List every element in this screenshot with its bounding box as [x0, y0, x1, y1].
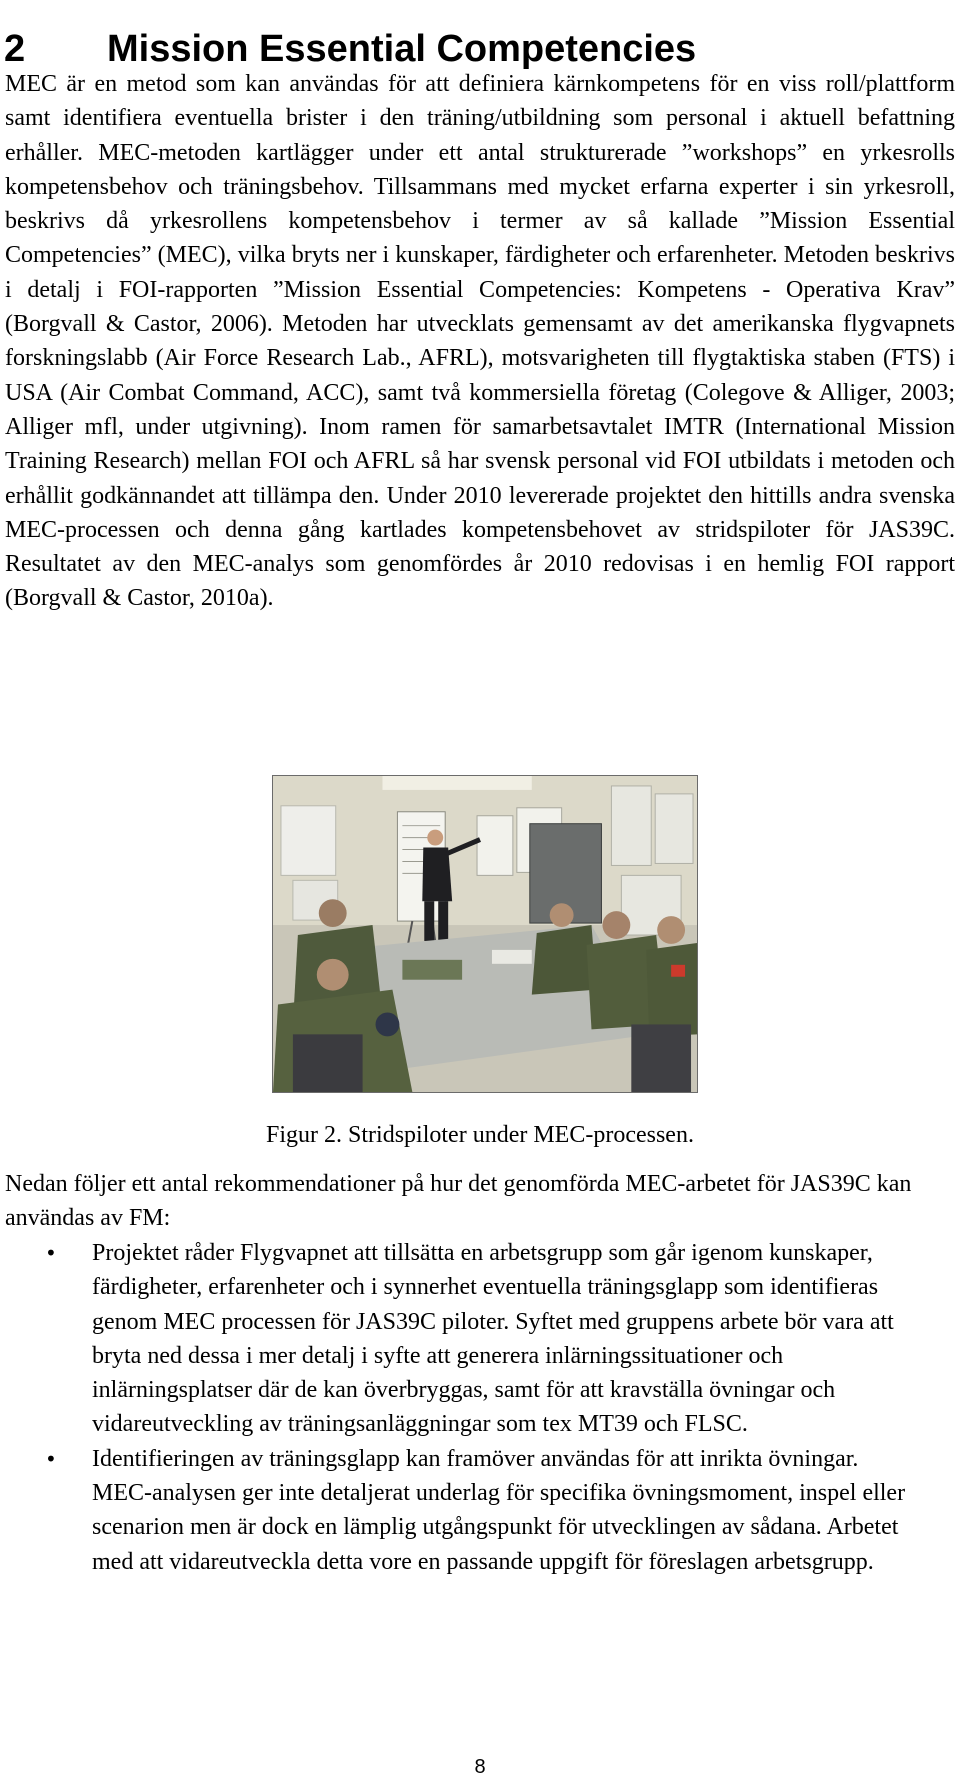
intro-paragraph: MEC är en metod som kan användas för att definiera kärnkompetens för en viss roll/plattform samt identifiera eventuella brister i den träning/utbildning som personal i aktuell befattning erhåller. MEC-metoden kartlägger under ett antal strukturerade ”workshops” en yrkesrolls kompetensbehov och träningsbehov. Tillsammans med mycket erfarna experter i sin yrkesroll, beskrivs då yrkesrollens kompetensbehov i termer av så kallade ”Mission Essential Competencies” (MEC), vilka bryts ner i kunskaper, färdigheter och erfarenheter. Metoden beskrivs i detalj i FOI-rapporten ”Mission Essential Competencies: Kompetens - Operativa Krav” (Borgvall & Castor, 2006). Metoden har utvecklats gemensamt av det amerikanska flygvapnets forskningslabb (Air Force Research Lab., AFRL), motsvarigheten till flygtaktiska staben (FTS) i USA (Air Combat Command, ACC), samt två kommersiella företag (Colegove & Alliger, 2003; Alliger mfl, under utgivning). Inom ramen för samarbetsavtalet IMTR (International Mission Training Research) mellan FOI och AFRL så har svensk personal vid FOI utbildats i metoden och erhållit godkännandet att tillämpa den. Under 2010 levererade projektet den hittills andra svenska MEC-processen och denna gång kartlades kompetensbehovet av stridspiloter för JAS39C. Resultatet av den MEC-analys som genomfördes år 2010 redovisas i en hemlig FOI rapport (Borgvall & Castor, 2010a).: [5, 71, 955, 612]
bullet-icon: •: [45, 1241, 57, 1265]
list-item: [0, 1236, 912, 1442]
recommendation-list: [0, 1236, 960, 1579]
figure-photo: [272, 775, 698, 1093]
list-item-text: Identifieringen av träningsglapp kan framöver användas för att inrikta övningar. MEC-analysen ger inte detaljerat underlag för specifika övningsmoment, inspel eller scenarion men är dock en lämplig utgångspunkt för utvecklingen av sådana. Arbetet med att vidareutveckla detta vore en passande uppgift för föreslagen arbetsgrupp.: [92, 1445, 906, 1575]
section-number: 2: [4, 28, 26, 71]
section-title: Mission Essential Competencies: [107, 28, 697, 71]
list-item: [0, 1442, 912, 1579]
page-number: 8: [474, 1756, 486, 1778]
classroom-photo: [273, 776, 697, 1092]
section-heading: [4, 27, 954, 71]
figure-caption: Figur 2. Stridspiloter under MEC-processen.: [266, 1122, 694, 1148]
bullet-icon: •: [45, 1446, 57, 1471]
lead-paragraph: Nedan följer ett antal rekommendationer på hur det genomförda MEC-arbetet för JAS39C kan användas av FM:: [5, 1171, 912, 1232]
list-item-text: Projektet råder Flygvapnet att tillsätta en arbetsgrupp som går igenom kunskaper, färdigheter, erfarenheter och i synnerhet eventuella träningsglapp som identifieras genom MEC processen för JAS39C piloter. Syftet med gruppens arbete bör vara att bryta ned dessa i mer detalj i syfte att generera inlärningssituationer och inlärningsplatser där de kan överbryggas, samt för att kravställa övningar och vidareutveckling av träningsanläggningar som tex MT39 och FLSC.: [92, 1240, 894, 1438]
